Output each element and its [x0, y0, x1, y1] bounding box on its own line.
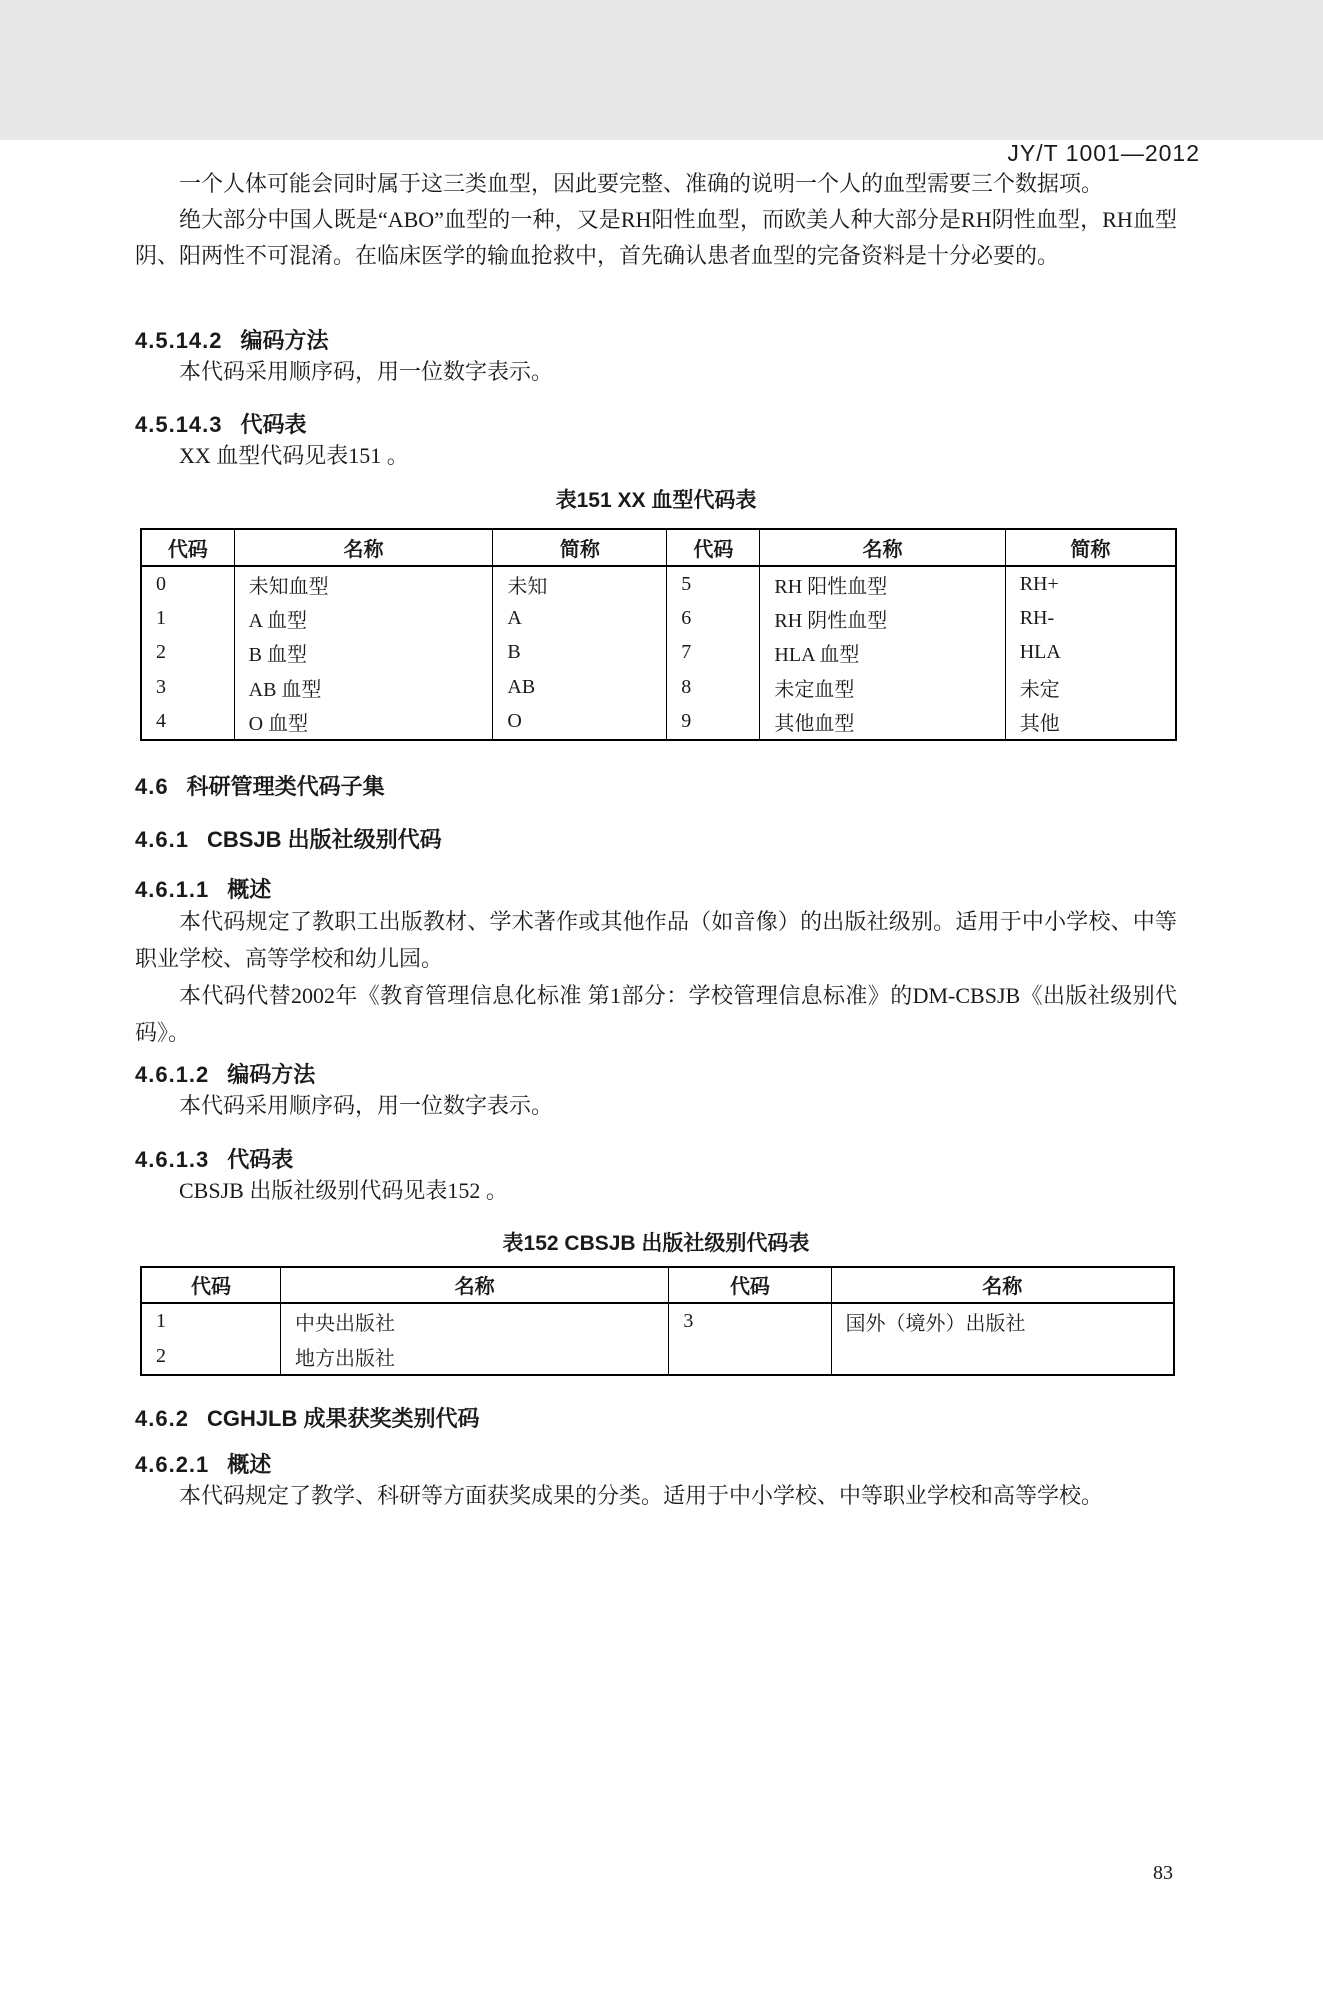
- table-cell: 3: [156, 675, 166, 698]
- table-row: [141, 601, 1176, 635]
- section-title: 概述: [227, 1451, 272, 1477]
- table-row: [141, 1303, 1174, 1339]
- page-number: 83: [1153, 1862, 1173, 1884]
- column-header: 代码: [141, 1267, 280, 1303]
- table-cell: 5: [667, 566, 760, 601]
- section-heading-4-5-14-2: [135, 328, 1177, 354]
- table-cell: RH+: [1005, 566, 1176, 601]
- section-body-4-6-1-3: CBSJB 出版社级别代码见表152 。: [179, 1177, 508, 1203]
- section-paragraph: 本代码规定了教职工出版教材、学术著作或其他作品（如音像）的出版社级别。适用于中小学校、中等职业学校、高等学校和幼儿园。: [135, 908, 1177, 971]
- table-cell: 3: [669, 1303, 831, 1339]
- column-header: 简称: [493, 529, 667, 566]
- table-cell: 国外（境外）出版社: [831, 1303, 1174, 1339]
- section-body-4-6-1-2: 本代码采用顺序码，用一位数字表示。: [179, 1092, 554, 1118]
- table-cell: 其他血型: [760, 705, 1005, 740]
- table-cell: A: [493, 601, 667, 635]
- table-cell: RH 阳性血型: [760, 566, 1005, 601]
- section-body-4-6-2-1: 本代码规定了教学、科研等方面获奖成果的分类。适用于中小学校、中等职业学校和高等学校。: [179, 1482, 1104, 1508]
- table-cell: RH-: [1005, 601, 1176, 635]
- table-cell: HLA 血型: [760, 636, 1005, 670]
- section-number: 4.5.14.2: [135, 328, 223, 353]
- table-cell: HLA: [1005, 636, 1176, 670]
- intro-paragraph-2: 绝大部分中国人既是“ABO”血型的一种，又是RH阳性血型，而欧美人种大部分是RH阴性血型，RH血型阴、阳两性不可混淆。在临床医学的输血抢救中，首先确认患者血型的完备资料是十分必要的。: [135, 207, 1177, 268]
- table-cell: B 血型: [234, 636, 493, 670]
- section-title: 科研管理类代码子集: [186, 773, 385, 799]
- table-header-row: [141, 529, 1176, 566]
- table-cell: O 血型: [234, 705, 493, 740]
- table-cell: 7: [667, 636, 760, 670]
- section-number: 4.6.1: [135, 826, 189, 852]
- table-cell: O: [493, 705, 667, 740]
- table-row: [141, 1339, 1174, 1375]
- section-number: 4.6.2.1: [135, 1451, 210, 1477]
- doc-number: JY/T 1001—2012: [1007, 140, 1200, 166]
- section-heading-4-6-1-3: [135, 1147, 1177, 1173]
- column-header: 名称: [831, 1267, 1174, 1303]
- table-151-caption: 表151 XX 血型代码表: [555, 489, 757, 512]
- table-row: [141, 670, 1176, 704]
- table-cell: 地方出版社: [280, 1339, 668, 1375]
- table-cell: 未定: [1005, 670, 1176, 704]
- section-heading-4-6: [135, 774, 1177, 800]
- table-row: [141, 705, 1176, 740]
- intro-paragraph-1: 一个人体可能会同时属于这三类血型，因此要完整、准确的说明一个人的血型需要三个数据项。: [179, 171, 1104, 196]
- section-heading-4-6-2: [135, 1406, 1177, 1432]
- table-header-row: [141, 1267, 1174, 1303]
- table-cell: 0: [156, 572, 166, 595]
- section-number: 4.5.14.3: [135, 412, 223, 437]
- section-number: 4.6.2: [135, 1405, 189, 1431]
- section-heading-4-6-1-1: [135, 877, 1177, 903]
- section-number: 4.6.1.2: [135, 1061, 210, 1087]
- section-title: 概述: [227, 876, 272, 902]
- column-header: 代码: [141, 529, 234, 566]
- column-header: 简称: [1005, 529, 1176, 566]
- section-title: 编码方法: [240, 328, 329, 353]
- publisher-level-code-table: [140, 1266, 1175, 1376]
- table-cell: 未知血型: [234, 566, 493, 601]
- section-heading-4-5-14-3: [135, 412, 1177, 438]
- section-heading-4-6-1: [135, 827, 1177, 853]
- table-cell: 未知: [493, 566, 667, 601]
- section-title: 编码方法: [227, 1061, 316, 1087]
- section-number: 4.6.1.1: [135, 876, 210, 902]
- table-cell: 未定血型: [760, 670, 1005, 704]
- blood-type-code-table: [140, 528, 1177, 741]
- table-cell: B: [493, 636, 667, 670]
- table-cell: AB: [493, 670, 667, 704]
- table-cell: 其他: [1005, 705, 1176, 740]
- table-cell: 中央出版社: [280, 1303, 668, 1339]
- section-heading-4-6-1-2: [135, 1062, 1177, 1088]
- table-cell: [669, 1339, 831, 1375]
- table-152-caption: 表152 CBSJB 出版社级别代码表: [502, 1231, 810, 1255]
- table-cell: [831, 1339, 1174, 1375]
- table-cell: A 血型: [234, 601, 493, 635]
- section-body-4-5-14-3: XX 血型代码见表151 。: [179, 443, 409, 468]
- table-row: [141, 636, 1176, 670]
- table-cell: 4: [156, 710, 166, 733]
- column-header: 代码: [667, 529, 760, 566]
- section-title: 代码表: [227, 1146, 294, 1172]
- table-cell: 1: [156, 1309, 166, 1332]
- table-cell: 8: [667, 670, 760, 704]
- section-number: 4.6: [135, 773, 169, 799]
- table-cell: 6: [667, 601, 760, 635]
- column-header: 名称: [760, 529, 1005, 566]
- table-cell: AB 血型: [234, 670, 493, 704]
- section-number: 4.6.1.3: [135, 1146, 210, 1172]
- document-page: [0, 140, 1323, 2011]
- column-header: 代码: [669, 1267, 831, 1303]
- table-cell: 9: [667, 705, 760, 740]
- section-heading-4-6-2-1: [135, 1452, 1177, 1478]
- column-header: 名称: [280, 1267, 668, 1303]
- column-header: 名称: [234, 529, 493, 566]
- section-title: 代码表: [240, 412, 307, 437]
- page-content: [0, 140, 1323, 1514]
- table-cell: 2: [156, 641, 166, 664]
- section-paragraph: 本代码代替2002年《教育管理信息化标准 第1部分：学校管理信息标准》的DM-CBSJB《出版社级别代码》。: [135, 982, 1177, 1045]
- section-title: CGHJLB 成果获奖类别代码: [206, 1405, 480, 1431]
- table-cell: 2: [156, 1344, 166, 1367]
- table-row: [141, 566, 1176, 601]
- table-cell: 1: [156, 607, 166, 630]
- section-title: CBSJB 出版社级别代码: [206, 826, 442, 852]
- table-cell: RH 阴性血型: [760, 601, 1005, 635]
- section-body-4-5-14-2: 本代码采用顺序码，用一位数字表示。: [179, 359, 554, 384]
